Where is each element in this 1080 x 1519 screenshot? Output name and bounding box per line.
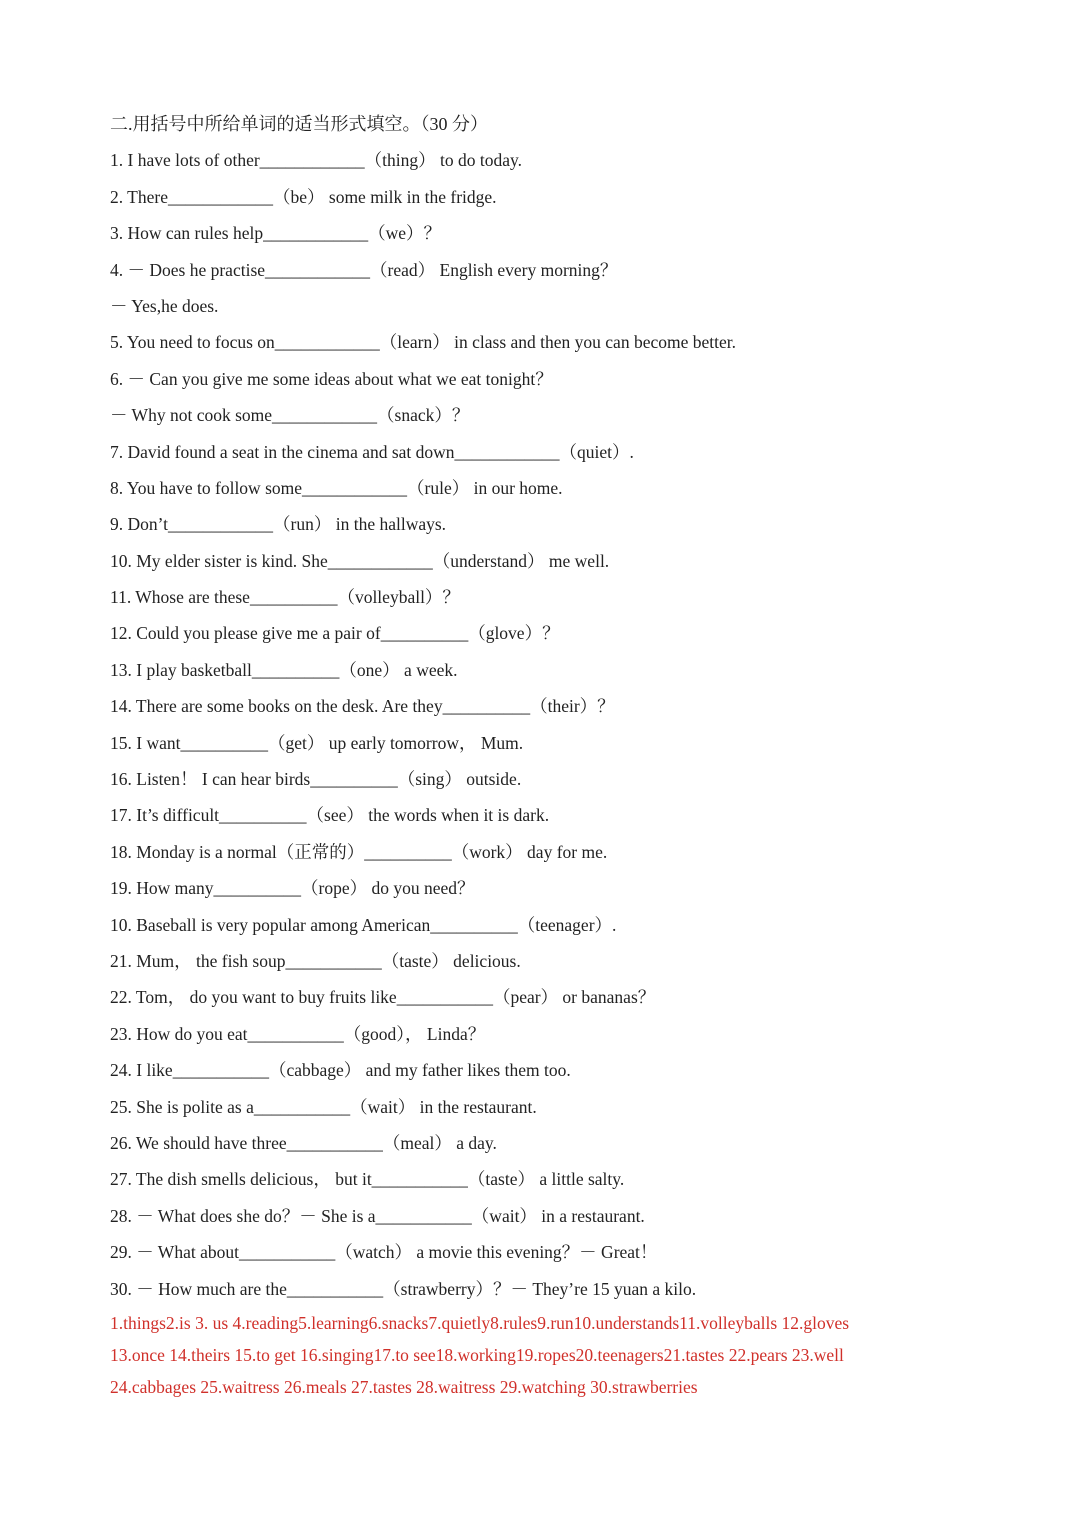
question-line-26: 26. We should have three___________（meal） a day. — [110, 1132, 497, 1153]
question-line-30: 30. － How much are the___________（strawberry）？－ They’re 15 yuan a kilo. — [110, 1278, 697, 1299]
question-line-5: 5. You need to focus on____________（learn） in class and then you can become better. — [110, 332, 736, 353]
question-line-24: 24. I like___________（cabbage） and my father likes them too. — [110, 1060, 571, 1081]
question-line-4: 4. － Does he practise____________（read） English every morning？ — [110, 259, 618, 280]
answer-key-line-1: 1.things2.is 3. us 4.reading5.learning6.snacks7.quietly8.rules9.run10.understands11.volleyballs 12.gloves — [110, 1312, 850, 1333]
question-line-28: 28. － What does she do？－ She is a___________（wait） in a restaurant. — [110, 1205, 645, 1226]
answer-key — [110, 1307, 1010, 1403]
question-line-6: 6. － Can you give me some ideas about what we eat tonight？ — [110, 368, 553, 389]
question-line-27: 27. The dish smells delicious， but it___________（taste） a little salty. — [110, 1169, 625, 1190]
question-line-23: 23. How do you eat___________（good）， Linda？ — [110, 1023, 486, 1044]
question-line-10: 10. My elder sister is kind. She____________（understand） me well. — [110, 550, 610, 571]
question-line-19: 19. How many__________（rope） do you need？ — [110, 878, 475, 899]
question-list — [110, 142, 1010, 1307]
question-line-4-reply: － Yes,he does. — [110, 295, 219, 316]
question-line-15: 15. I want__________（get） up early tomorrow， Mum. — [110, 732, 524, 753]
question-line-20: 10. Baseball is very popular among American__________（teenager）. — [110, 914, 617, 935]
question-line-8: 8. You have to follow some____________（rule） in our home. — [110, 477, 563, 498]
question-line-29: 29. － What about___________（watch） a movie this evening？－ Great！ — [110, 1242, 658, 1263]
question-line-13: 13. I play basketball__________（one） a week. — [110, 659, 458, 680]
question-line-11: 11. Whose are these__________（volleyball）？ — [110, 587, 460, 608]
worksheet-page — [110, 106, 1010, 1403]
question-line-9: 9. Don’t____________（run） in the hallways. — [110, 514, 447, 535]
question-line-6-reply: － Why not cook some____________（snack）？ — [110, 405, 470, 426]
question-line-21: 21. Mum， the fish soup___________（taste） delicious. — [110, 950, 521, 971]
question-line-7: 7. David found a seat in the cinema and sat down____________（quiet）. — [110, 441, 634, 462]
question-line-18: 18. Monday is a normal（正常的）__________（work） day for me. — [110, 841, 608, 862]
question-line-22: 22. Tom， do you want to buy fruits like___________（pear） or bananas？ — [110, 987, 656, 1008]
question-line-1: 1. I have lots of other____________（thing） to do today. — [110, 150, 523, 171]
question-line-17: 17. It’s difficult__________（see） the words when it is dark. — [110, 805, 550, 826]
question-line-16: 16. Listen！ I can hear birds__________（sing） outside. — [110, 769, 522, 790]
question-line-14: 14. There are some books on the desk. Are they__________（their）？ — [110, 696, 615, 717]
question-line-2: 2. There____________（be） some milk in the fridge. — [110, 186, 497, 207]
answer-key-line-3: 24.cabbages 25.waitress 26.meals 27.tastes 28.waitress 29.watching 30.strawberries — [110, 1376, 698, 1397]
question-line-25: 25. She is polite as a___________（wait） in the restaurant. — [110, 1096, 537, 1117]
section-heading: 二.用括号中所给单词的适当形式填空。（30 分） — [110, 114, 488, 134]
question-line-3: 3. How can rules help____________（we）？ — [110, 223, 441, 244]
answer-key-line-2: 13.once 14.theirs 15.to get 16.singing17.to see18.working19.ropes20.teenagers21.tastes 22.pears 23.well — [110, 1344, 844, 1365]
question-line-12: 12. Could you please give me a pair of__________（glove）？ — [110, 623, 560, 644]
